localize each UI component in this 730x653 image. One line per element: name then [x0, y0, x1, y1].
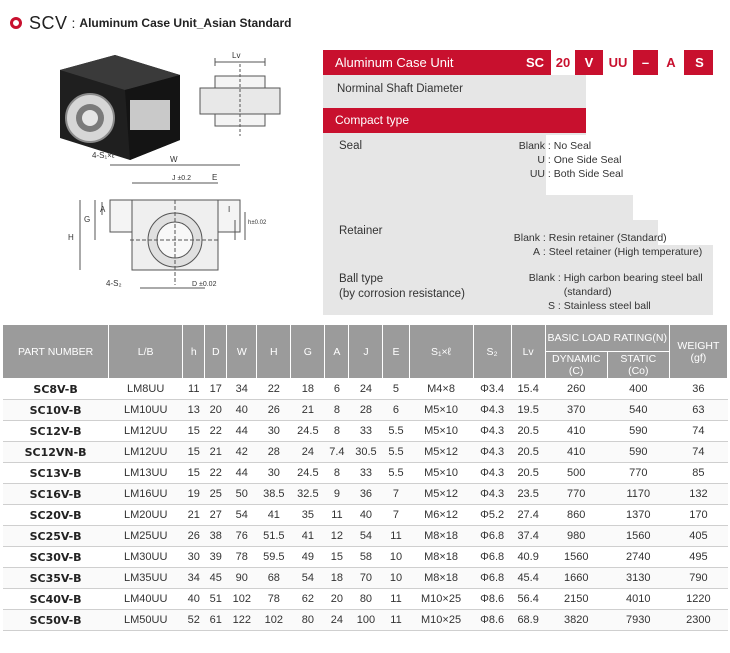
table-cell: 2300: [669, 610, 727, 631]
table-cell: 61: [205, 610, 227, 631]
label-e: E: [212, 173, 218, 182]
table-cell: 2150: [545, 589, 607, 610]
table-cell: 26: [257, 400, 291, 421]
table-cell: 132: [669, 484, 727, 505]
table-cell: LM12UU: [109, 421, 183, 442]
table-cell: 15.4: [511, 379, 545, 400]
retainer-label: Retainer: [339, 225, 383, 237]
table-cell: 22: [257, 379, 291, 400]
table-cell: 24: [325, 610, 349, 631]
table-cell: 21: [291, 400, 325, 421]
table-cell: 10: [383, 547, 409, 568]
table-cell: 59.5: [257, 547, 291, 568]
table-cell: 58: [349, 547, 383, 568]
label-g: G: [84, 215, 91, 224]
table-cell: 102: [227, 589, 257, 610]
table-cell: 26: [183, 526, 205, 547]
part-number-cell: SC13V-B: [3, 463, 109, 484]
part-number-cell: SC30V-B: [3, 547, 109, 568]
table-cell: 10: [383, 568, 409, 589]
series-code: SCV: [29, 12, 68, 33]
table-cell: 28: [349, 400, 383, 421]
seal-option-blank: Blank : No Seal: [518, 140, 592, 152]
table-cell: 1170: [607, 484, 669, 505]
table-cell: 12: [325, 526, 349, 547]
part-number-cell: SC20V-B: [3, 505, 109, 526]
table-cell: 30.5: [349, 442, 383, 463]
product-photo: [60, 55, 180, 160]
col-j: J: [349, 325, 383, 379]
table-cell: 24: [349, 379, 383, 400]
table-cell: 20.5: [511, 421, 545, 442]
table-cell: 25: [205, 484, 227, 505]
table-cell: 2740: [607, 547, 669, 568]
table-cell: 20: [205, 400, 227, 421]
col-e: E: [383, 325, 409, 379]
table-cell: 770: [607, 463, 669, 484]
table-cell: 45: [205, 568, 227, 589]
table-cell: 24.5: [291, 463, 325, 484]
table-cell: 5.5: [383, 442, 409, 463]
table-cell: 36: [669, 379, 727, 400]
bullet-icon: [10, 17, 22, 29]
table-cell: LM40UU: [109, 589, 183, 610]
table-cell: 36: [349, 484, 383, 505]
table-cell: 80: [291, 610, 325, 631]
table-row: [3, 610, 728, 631]
table-cell: 1560: [545, 547, 607, 568]
table-row: [3, 505, 728, 526]
label-j: J ±0.2: [172, 175, 192, 182]
col-static: STATIC (Co): [607, 352, 669, 379]
table-cell: Φ4.3: [473, 484, 511, 505]
table-cell: 15: [183, 421, 205, 442]
table-row: [3, 379, 728, 400]
col-load-rating: BASIC LOAD RATING(N): [545, 325, 669, 352]
table-cell: 4010: [607, 589, 669, 610]
table-cell: 76: [227, 526, 257, 547]
table-cell: 790: [669, 568, 727, 589]
table-cell: 49: [291, 547, 325, 568]
table-cell: 23.5: [511, 484, 545, 505]
table-cell: Φ4.3: [473, 463, 511, 484]
table-cell: Φ6.8: [473, 547, 511, 568]
table-cell: 56.4: [511, 589, 545, 610]
page-header: [10, 12, 291, 34]
table-cell: 34: [183, 568, 205, 589]
ordering-code-panel: [323, 50, 713, 315]
table-cell: 32.5: [291, 484, 325, 505]
product-drawings: [40, 40, 310, 310]
table-cell: 3130: [607, 568, 669, 589]
label-hole: 4-S₁×ℓ: [92, 151, 115, 160]
table-cell: 44: [227, 463, 257, 484]
table-cell: 11: [383, 526, 409, 547]
ball-option-blank: Blank : High carbon bearing steel ball: [528, 272, 703, 284]
label-h-tol: h±0.02: [248, 220, 267, 226]
col-h: H: [257, 325, 291, 379]
table-cell: 40: [183, 589, 205, 610]
col-h-small: h: [183, 325, 205, 379]
step-gap: [633, 75, 658, 220]
table-row: [3, 568, 728, 589]
seal-option-uu: UU : Both Side Seal: [529, 168, 624, 180]
table-cell: 1220: [669, 589, 727, 610]
table-cell: LM12UU: [109, 442, 183, 463]
table-cell: 40: [227, 400, 257, 421]
table-cell: 8: [325, 463, 349, 484]
front-view: [80, 165, 245, 288]
code-seg-s: S: [686, 50, 713, 75]
table-cell: 13: [183, 400, 205, 421]
table-cell: 102: [257, 610, 291, 631]
table-cell: 260: [545, 379, 607, 400]
page-subtitle: Aluminum Case Unit_Asian Standard: [79, 16, 292, 30]
table-cell: Φ6.8: [473, 568, 511, 589]
table-cell: 37.4: [511, 526, 545, 547]
table-cell: 22: [205, 421, 227, 442]
table-cell: 41: [257, 505, 291, 526]
code-title: Aluminum Case Unit: [335, 55, 454, 70]
table-cell: 770: [545, 484, 607, 505]
table-cell: 17: [205, 379, 227, 400]
label-w: W: [170, 155, 178, 164]
table-cell: 62: [291, 589, 325, 610]
compact-bar: [323, 108, 586, 133]
table-cell: 20.5: [511, 442, 545, 463]
table-cell: Φ5.2: [473, 505, 511, 526]
table-cell: 68: [257, 568, 291, 589]
table-cell: 35: [291, 505, 325, 526]
table-cell: 6: [325, 379, 349, 400]
spec-table-body: [3, 379, 728, 631]
table-cell: 90: [227, 568, 257, 589]
table-cell: M5×10: [409, 400, 473, 421]
table-cell: 21: [205, 442, 227, 463]
table-cell: 410: [545, 442, 607, 463]
retainer-option-a: A : Steel retainer (High temperature): [532, 246, 703, 258]
table-cell: 63: [669, 400, 727, 421]
code-seg-a: A: [658, 50, 684, 75]
table-cell: M8×18: [409, 568, 473, 589]
table-row: [3, 463, 728, 484]
table-cell: M5×12: [409, 442, 473, 463]
table-cell: 22: [205, 463, 227, 484]
table-cell: 21: [183, 505, 205, 526]
table-cell: 85: [669, 463, 727, 484]
table-cell: 15: [183, 442, 205, 463]
table-cell: 980: [545, 526, 607, 547]
col-part-number: PART NUMBER: [3, 325, 109, 379]
table-cell: Φ8.6: [473, 610, 511, 631]
table-row: [3, 526, 728, 547]
col-s2: S₂: [473, 325, 511, 379]
table-cell: 54: [349, 526, 383, 547]
spec-table: [2, 324, 728, 631]
table-cell: M5×10: [409, 421, 473, 442]
table-cell: Φ6.8: [473, 526, 511, 547]
code-seg-sc: SC: [521, 50, 549, 75]
retainer-option-blank: Blank : Resin retainer (Standard): [513, 232, 667, 244]
table-row: [3, 484, 728, 505]
part-number-cell: SC25V-B: [3, 526, 109, 547]
table-cell: 495: [669, 547, 727, 568]
table-cell: 41: [291, 526, 325, 547]
col-weight: WEIGHT (gf): [669, 325, 727, 379]
col-s1: S₁×ℓ: [409, 325, 473, 379]
table-cell: 51: [205, 589, 227, 610]
col-d: D: [205, 325, 227, 379]
drawing-svg: [40, 40, 310, 310]
table-cell: 5.5: [383, 463, 409, 484]
table-cell: Φ3.4: [473, 379, 511, 400]
col-g: G: [291, 325, 325, 379]
table-cell: 7: [383, 505, 409, 526]
table-cell: 34: [227, 379, 257, 400]
col-lv: Lv: [511, 325, 545, 379]
table-cell: 11: [325, 505, 349, 526]
table-cell: 19: [183, 484, 205, 505]
table-cell: Φ8.6: [473, 589, 511, 610]
table-cell: 170: [669, 505, 727, 526]
label-a: A: [100, 205, 106, 214]
table-cell: LM16UU: [109, 484, 183, 505]
table-cell: 122: [227, 610, 257, 631]
table-cell: Φ4.3: [473, 421, 511, 442]
table-row: [3, 547, 728, 568]
table-cell: 28: [257, 442, 291, 463]
table-cell: 100: [349, 610, 383, 631]
table-cell: Φ4.3: [473, 400, 511, 421]
ball-option-s: S : Stainless steel ball: [547, 300, 651, 312]
ball-sublabel: (by corrosion resistance): [339, 288, 465, 300]
table-cell: 590: [607, 442, 669, 463]
table-cell: 8: [325, 421, 349, 442]
table-cell: 19.5: [511, 400, 545, 421]
table-cell: LM50UU: [109, 610, 183, 631]
part-number-cell: SC10V-B: [3, 400, 109, 421]
table-cell: 30: [257, 421, 291, 442]
step-gap: [658, 75, 713, 245]
table-cell: LM8UU: [109, 379, 183, 400]
table-cell: 1560: [607, 526, 669, 547]
part-number-cell: SC16V-B: [3, 484, 109, 505]
part-number-cell: SC12V-B: [3, 421, 109, 442]
table-cell: 500: [545, 463, 607, 484]
table-cell: 33: [349, 421, 383, 442]
table-cell: 15: [325, 547, 349, 568]
table-cell: 70: [349, 568, 383, 589]
table-cell: M10×25: [409, 610, 473, 631]
label-lv: Lv: [232, 51, 241, 60]
table-cell: LM20UU: [109, 505, 183, 526]
table-cell: 78: [257, 589, 291, 610]
table-cell: 590: [607, 421, 669, 442]
col-lb: L/B: [109, 325, 183, 379]
label-d: D ±0.02: [192, 281, 217, 288]
table-cell: 11: [383, 610, 409, 631]
part-number-cell: SC40V-B: [3, 589, 109, 610]
table-cell: 410: [545, 421, 607, 442]
table-cell: 54: [227, 505, 257, 526]
table-cell: 24: [291, 442, 325, 463]
table-cell: 5: [383, 379, 409, 400]
table-cell: 11: [383, 589, 409, 610]
table-row: [3, 421, 728, 442]
table-cell: M10×25: [409, 589, 473, 610]
side-view: [200, 58, 280, 136]
table-cell: M6×12: [409, 505, 473, 526]
code-seg-dash: –: [633, 50, 658, 75]
table-cell: 27.4: [511, 505, 545, 526]
table-cell: 45.4: [511, 568, 545, 589]
table-row: [3, 589, 728, 610]
table-cell: 52: [183, 610, 205, 631]
table-cell: LM25UU: [109, 526, 183, 547]
table-cell: 44: [227, 421, 257, 442]
table-cell: 38.5: [257, 484, 291, 505]
table-cell: 74: [669, 421, 727, 442]
code-seg-v: V: [577, 50, 601, 75]
table-cell: 15: [183, 463, 205, 484]
table-cell: 3820: [545, 610, 607, 631]
table-cell: 38: [205, 526, 227, 547]
table-cell: 18: [291, 379, 325, 400]
table-cell: 30: [257, 463, 291, 484]
col-a: A: [325, 325, 349, 379]
table-cell: LM35UU: [109, 568, 183, 589]
part-number-cell: SC35V-B: [3, 568, 109, 589]
table-cell: 40: [349, 505, 383, 526]
label-s2: 4-S₂: [106, 279, 122, 288]
part-number-cell: SC50V-B: [3, 610, 109, 631]
table-cell: M4×8: [409, 379, 473, 400]
table-cell: 7.4: [325, 442, 349, 463]
table-row: [3, 400, 728, 421]
table-cell: 5.5: [383, 421, 409, 442]
table-cell: M8×18: [409, 547, 473, 568]
table-cell: 80: [349, 589, 383, 610]
table-cell: LM10UU: [109, 400, 183, 421]
table-cell: 78: [227, 547, 257, 568]
label-i: I: [228, 205, 231, 214]
table-cell: 1660: [545, 568, 607, 589]
table-cell: 540: [607, 400, 669, 421]
table-cell: 18: [325, 568, 349, 589]
col-dynamic: DYNAMIC (C): [545, 352, 607, 379]
table-cell: LM13UU: [109, 463, 183, 484]
code-seg-size: 20: [551, 50, 575, 75]
seal-option-u: U : One Side Seal: [537, 154, 622, 166]
shaft-label: Norminal Shaft Diameter: [337, 83, 463, 95]
table-cell: 7930: [607, 610, 669, 631]
table-cell: 51.5: [257, 526, 291, 547]
col-w: W: [227, 325, 257, 379]
compact-label: Compact type: [335, 113, 410, 127]
table-cell: 74: [669, 442, 727, 463]
table-cell: 33: [349, 463, 383, 484]
table-cell: M8×18: [409, 526, 473, 547]
seal-label: Seal: [339, 140, 363, 152]
table-cell: 24.5: [291, 421, 325, 442]
table-cell: 8: [325, 400, 349, 421]
table-cell: LM30UU: [109, 547, 183, 568]
table-cell: 30: [183, 547, 205, 568]
part-number-cell: SC12VN-B: [3, 442, 109, 463]
table-cell: 405: [669, 526, 727, 547]
part-number-cell: SC8V-B: [3, 379, 109, 400]
table-cell: 20: [325, 589, 349, 610]
table-cell: 11: [183, 379, 205, 400]
table-row: [3, 442, 728, 463]
table-cell: 39: [205, 547, 227, 568]
table-cell: 7: [383, 484, 409, 505]
table-cell: 27: [205, 505, 227, 526]
table-cell: 860: [545, 505, 607, 526]
ball-label: Ball type: [339, 273, 384, 285]
title-separator: :: [71, 15, 76, 31]
table-cell: M5×10: [409, 463, 473, 484]
table-cell: M5×12: [409, 484, 473, 505]
ball-option-standard: (standard): [563, 286, 612, 298]
table-cell: 400: [607, 379, 669, 400]
table-cell: Φ4.3: [473, 442, 511, 463]
code-seg-uu: UU: [603, 50, 633, 75]
table-cell: 1370: [607, 505, 669, 526]
table-cell: 50: [227, 484, 257, 505]
table-cell: 40.9: [511, 547, 545, 568]
table-cell: 54: [291, 568, 325, 589]
label-h: H: [68, 233, 74, 242]
table-cell: 68.9: [511, 610, 545, 631]
table-cell: 6: [383, 400, 409, 421]
table-cell: 20.5: [511, 463, 545, 484]
table-cell: 370: [545, 400, 607, 421]
table-cell: 42: [227, 442, 257, 463]
table-cell: 9: [325, 484, 349, 505]
